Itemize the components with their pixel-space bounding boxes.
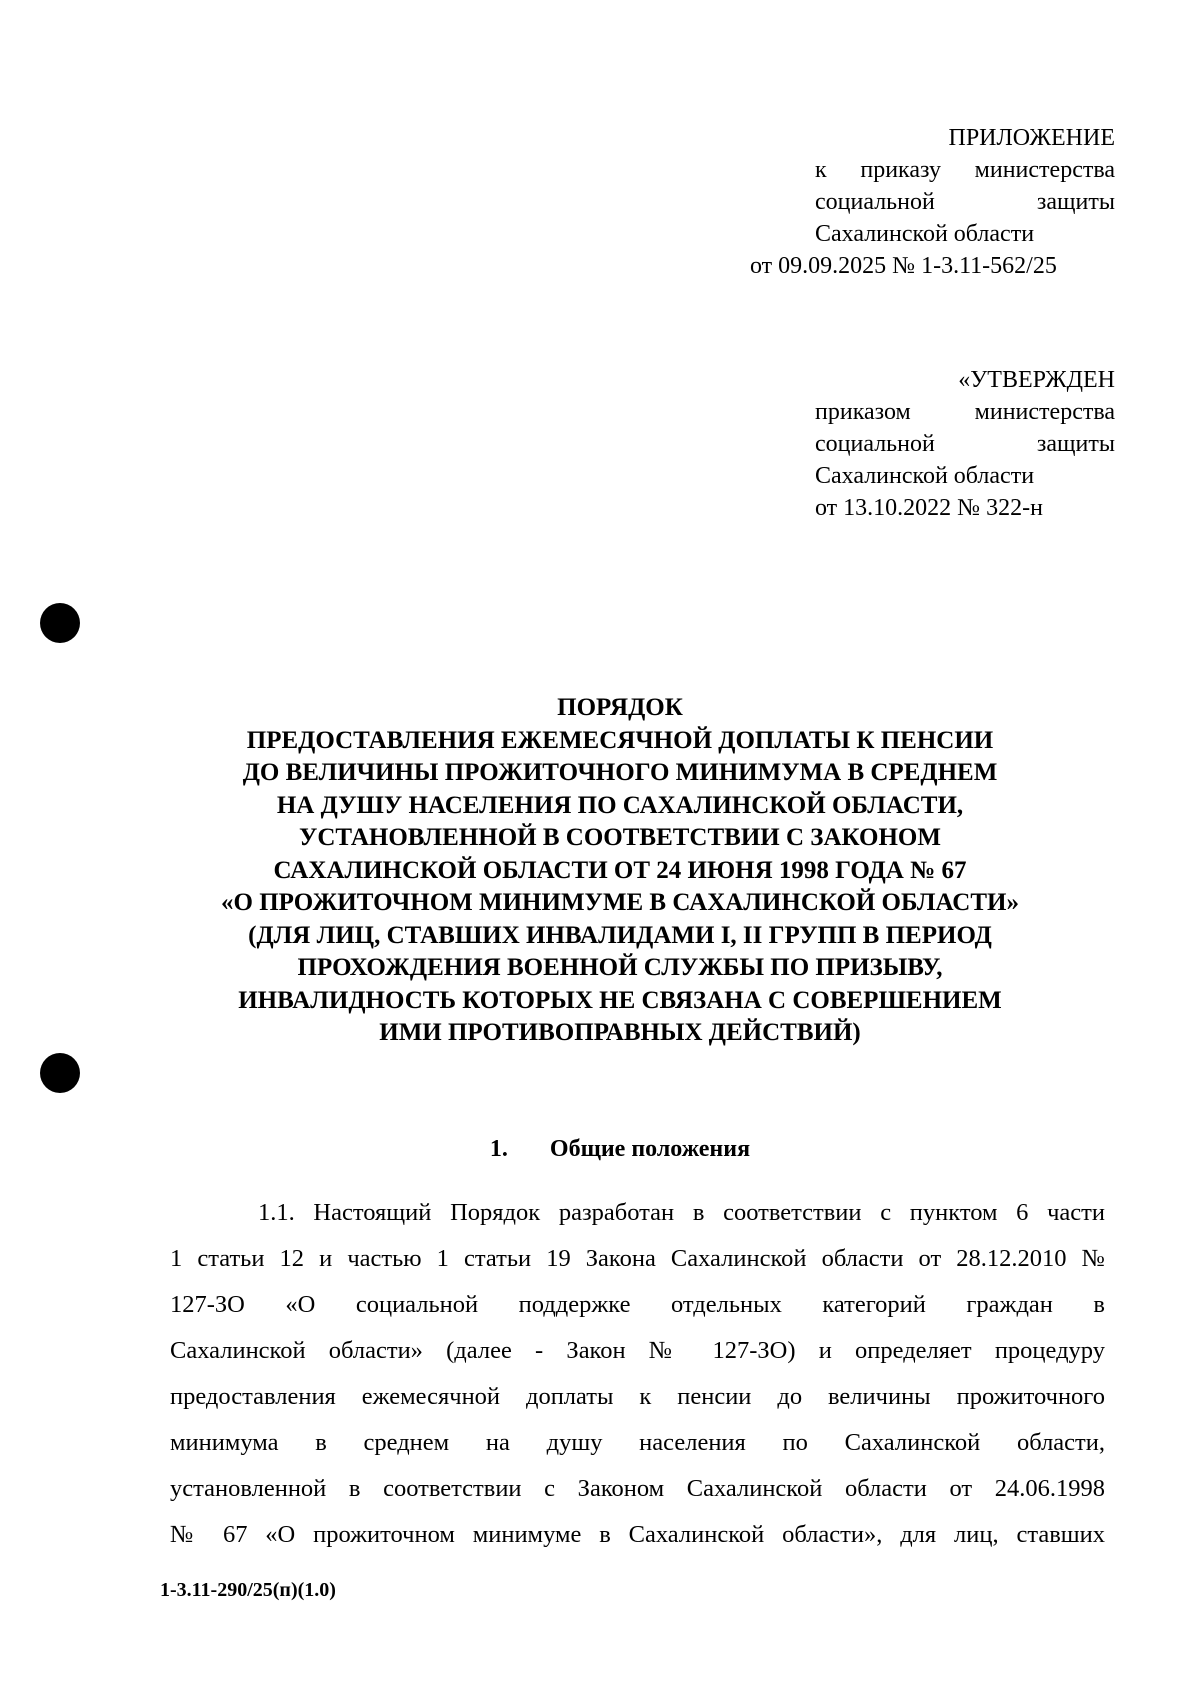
title-line: ПРОХОЖДЕНИЯ ВОЕННОЙ СЛУЖБЫ ПО ПРИЗЫВУ,: [297, 954, 943, 981]
body-line: предоставления ежемесячной доплаты к пенсии до величины прожиточного: [170, 1383, 1105, 1410]
approved-block: [815, 364, 1115, 524]
appendix-heading: ПРИЛОЖЕНИЕ: [948, 125, 1115, 151]
appendix-line: социальной защиты: [815, 189, 1115, 215]
title-line: ИНВАЛИДНОСТЬ КОТОРЫХ НЕ СВЯЗАНА С СОВЕРШЕНИЕМ: [238, 986, 1002, 1014]
approved-heading: «УТВЕРЖДЕН: [958, 367, 1115, 393]
appendix-line: Сахалинской области: [815, 221, 1035, 247]
body-line: № 67 «О прожиточном минимуме в Сахалинской области», для лиц, ставших: [170, 1521, 1105, 1548]
title-line: «О ПРОЖИТОЧНОМ МИНИМУМЕ В САХАЛИНСКОЙ ОБЛАСТИ»: [221, 889, 1019, 916]
approved-line: приказом министерства: [815, 399, 1115, 425]
body-line: минимума в среднем на душу населения по Сахалинской области,: [170, 1429, 1105, 1456]
document-code: 1-3.11-290/25(п)(1.0): [160, 1579, 336, 1601]
title-line: ПРЕДОСТАВЛЕНИЯ ЕЖЕМЕСЯЧНОЙ ДОПЛАТЫ К ПЕНСИИ: [246, 726, 994, 754]
approved-line: социальной защиты: [815, 431, 1115, 457]
section-number: 1.: [489, 1136, 508, 1162]
appendix-block: [750, 122, 1115, 282]
title-line: УСТАНОВЛЕННОЙ В СООТВЕТСТВИИ С ЗАКОНОМ: [299, 824, 941, 851]
approved-line: Сахалинской области: [815, 463, 1035, 489]
punch-hole-top: [40, 603, 80, 643]
section-heading: [160, 1133, 1080, 1165]
punch-hole-bottom: [40, 1053, 80, 1093]
title-line: ДО ВЕЛИЧИНЫ ПРОЖИТОЧНОГО МИНИМУМА В СРЕДНЕМ: [242, 759, 998, 786]
body-line: 127-ЗО «О социальной поддержке отдельных категорий граждан в: [170, 1291, 1105, 1318]
title-line: ПОРЯДОК: [557, 694, 683, 721]
title-line: (ДЛЯ ЛИЦ, СТАВШИХ ИНВАЛИДАМИ I, II ГРУПП В ПЕРИОД: [248, 921, 992, 949]
title-line: НА ДУШУ НАСЕЛЕНИЯ ПО САХАЛИНСКОЙ ОБЛАСТИ,: [276, 791, 964, 819]
body-paragraph: [170, 1190, 1105, 1558]
appendix-date-line: от 09.09.2025 № 1-3.11-562/25: [750, 253, 1057, 279]
approved-line: от 13.10.2022 № 322-н: [815, 495, 1043, 521]
body-line: Сахалинской области» (далее - Закон № 127-ЗО) и определяет процедуру: [170, 1337, 1105, 1364]
document-title: [160, 692, 1080, 1050]
body-line: 1.1. Настоящий Порядок разработан в соответствии с пунктом 6 части: [258, 1199, 1105, 1226]
appendix-line: к приказу министерства: [815, 157, 1115, 183]
body-line: установленной в соответствии с Законом Сахалинской области от 24.06.1998: [170, 1475, 1105, 1502]
section-title: Общие положения: [549, 1136, 751, 1162]
title-line: ИМИ ПРОТИВОПРАВНЫХ ДЕЙСТВИЙ): [379, 1019, 861, 1046]
body-line: 1 статьи 12 и частью 1 статьи 19 Закона Сахалинской области от 28.12.2010 №: [170, 1245, 1105, 1272]
title-line: САХАЛИНСКОЙ ОБЛАСТИ ОТ 24 ИЮНЯ 1998 ГОДА № 67: [273, 856, 967, 884]
